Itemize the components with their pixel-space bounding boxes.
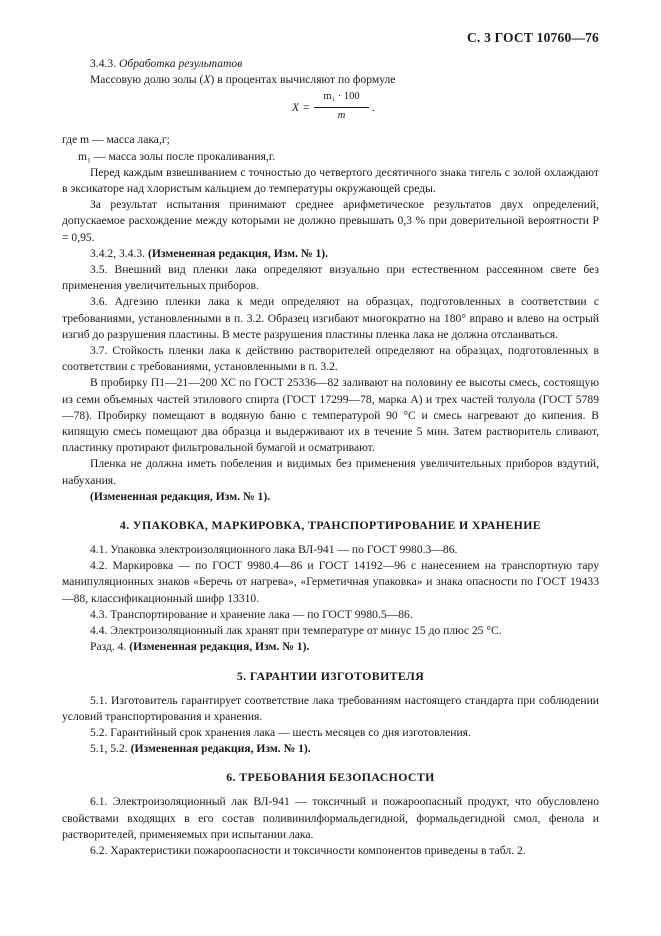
- formula-equals: =: [303, 101, 310, 115]
- formula-intro: Массовую долю золы (X) в процентах вычисляют по формуле: [90, 73, 396, 87]
- section-4-amendment: Разд. 4. (Измененная редакция, Изм. № 1).: [90, 640, 310, 654]
- paragraph-3-6: 3.6. Адгезию пленки лака к меди определяют на образцах, подготовленных в соответствии с требованиями, установленными в п. 3.2. Образец изгибают многократно на 180° вправо и влево на острый изгиб до разрушения пластины. В месте разрушения пластины пленка лака не должна отслаиваться.: [62, 295, 599, 341]
- paragraph-test-tube: В пробирку П1—21—200 ХС по ГОСТ 25336—82 заливают на половину ее высоты смесь, состоящую из семи объемных частей этилового спирта (ГОСТ 17299—78, марка А) и трех частей толуола (ГОСТ 5789—78). Пробирку помещают в водяную баню с температурой 90 °С и смесь нагревают до кипения. В кипящую смесь помещают два образца и выдерживают их в течение 5 мин. Затем растворитель сливают, пластинку протирают фильтровальной бумагой и осматривают.: [62, 376, 599, 455]
- paragraph-3-7: 3.7. Стойкость пленки лака к действию растворителей определяют на образцах, подготовленных в соответствии с требованиями, установленными в п. 3.2.: [62, 344, 599, 374]
- section-5-2: 5.2. Гарантийный срок хранения лака — шесть месяцев со дня изготовления.: [90, 725, 471, 739]
- formula-fraction: [314, 89, 369, 123]
- paragraph-amendment-342: 3.4.2, 3.4.3. (Измененная редакция, Изм. № 1).: [90, 246, 329, 260]
- section-3-4-3-title: 3.4.3. Обработка результатов: [90, 57, 243, 70]
- ash-formula: [62, 88, 599, 132]
- page-header: С. 3 ГОСТ 10760—76: [466, 30, 599, 45]
- paragraph-film: Пленка не должна иметь побеления и видимых без применения увеличительных приборов вздутий, набухания.: [62, 457, 599, 487]
- paragraph-amendment-37: (Измененная редакция, Изм. № 1).: [90, 489, 271, 503]
- section-5-1: 5.1. Изготовитель гарантирует соответствие лака требованиям настоящего стандарта при соблюдении условий транспортирования и хранения.: [62, 693, 599, 723]
- section-4-heading: 4. УПАКОВКА, МАРКИРОВКА, ТРАНСПОРТИРОВАНИЕ И ХРАНЕНИЕ: [119, 518, 542, 533]
- where-line-2: m₁ — масса золы после прокаливания,г.: [78, 149, 276, 163]
- formula-numerator: m₁ · 100: [314, 89, 369, 107]
- formula-lhs: X: [292, 101, 300, 115]
- formula-denominator: m: [337, 109, 346, 121]
- paragraph-weighing: Перед каждым взвешиванием с точностью до четвертого десятичного знака тигель с золой охлаждают в эксикаторе над хлористым кальцием до температуры окружающей среды.: [62, 165, 599, 196]
- paragraph-3-5: 3.5. Внешний вид пленки лака определяют визуально при естественном рассеянном свете без применения увеличительных приборов.: [62, 263, 599, 293]
- section-4-2: 4.2. Маркировка — по ГОСТ 9980.4—86 и ГОСТ 14192—96 с нанесением на транспортную тару манипуляционных знаков «Беречь от нагрева», «Герметичная упаковка» и знака опасности по ГОСТ 19433—88, классификационный шифр 13310.: [62, 559, 599, 605]
- section-4-3: 4.3. Транспортирование и хранение лака — по ГОСТ 9980.5—86.: [90, 607, 413, 621]
- where-line-1: где m — масса лака,г;: [62, 133, 170, 147]
- section-6-heading: 6. ТРЕБОВАНИЯ БЕЗОПАСНОСТИ: [226, 770, 435, 785]
- section-4-4: 4.4. Электроизоляционный лак хранят при температуре от минус 15 до плюс 25 °С.: [90, 624, 502, 638]
- section-5-amendment: 5.1, 5.2. (Измененная редакция, Изм. № 1).: [90, 742, 311, 756]
- section-5-heading: 5. ГАРАНТИИ ИЗГОТОВИТЕЛЯ: [236, 668, 425, 683]
- section-6-2: 6.2. Характеристики пожароопасности и токсичности компонентов приведены в табл. 2.: [90, 843, 526, 857]
- formula-period: .: [372, 101, 375, 115]
- paragraph-result: За результат испытания принимают среднее арифметическое результатов двух определений, допускаемое расхождение между которыми не должно превышать 0,3 % при доверительной вероятности P = 0,95.: [62, 198, 599, 244]
- section-6-1: 6.1. Электроизоляционный лак ВЛ-941 — токсичный и пожароопасный продукт, что обусловлено свойствами входящих в его состав поливинилформальдегидной, формальдегидной смол, фенола и растворителей, применяемых при испытании лака.: [62, 795, 599, 841]
- section-4-1: 4.1. Упаковка электроизоляционного лака ВЛ-941 — по ГОСТ 9980.3—86.: [90, 543, 458, 557]
- document-body: [62, 56, 599, 859]
